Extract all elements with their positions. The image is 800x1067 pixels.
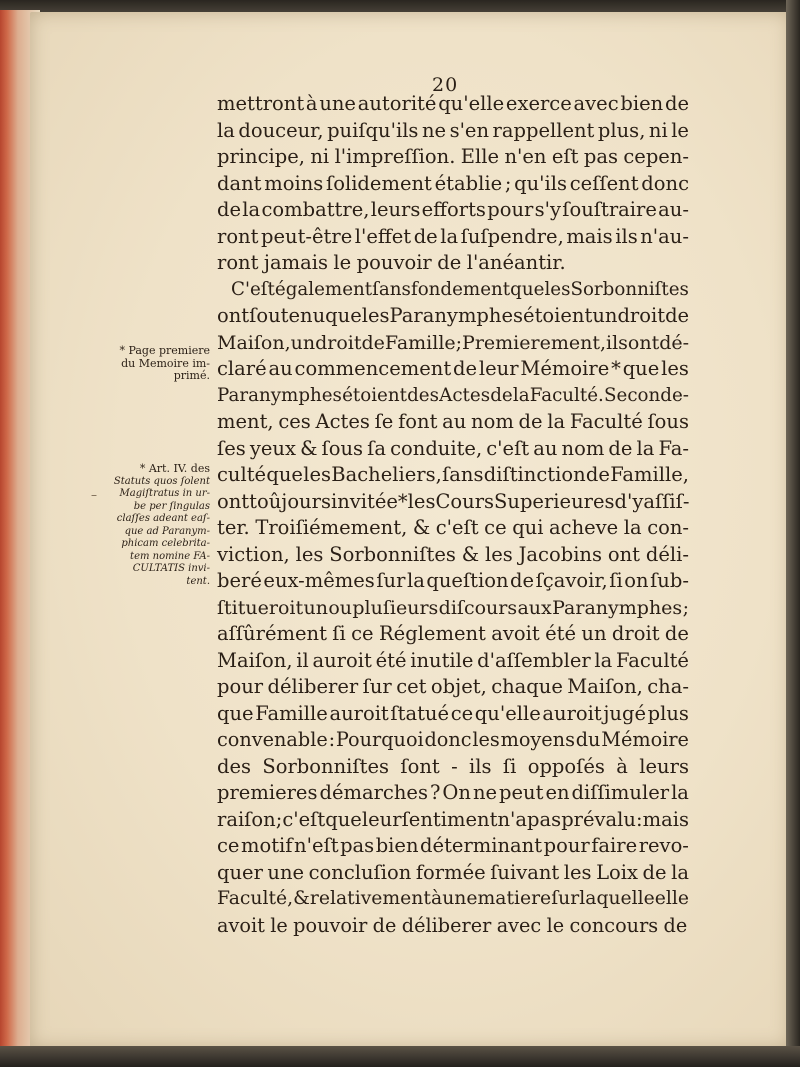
margin-note-line: Magiſtratus in ur- xyxy=(119,488,210,499)
text-line: ter. Troiſiémement, & c'eſt ce qui acheve la con- xyxy=(217,516,689,539)
margin-note-line: CULTATIS invi- xyxy=(132,563,210,574)
text-line: la douceur, puiſqu'ils ne s'en rappellent plus, ni le xyxy=(217,118,689,142)
margin-note-line: Statuts quos ſolent xyxy=(113,475,210,487)
margin-note-statuts xyxy=(110,463,210,588)
text-line: ſes yeux & ſous ſa conduite, c'eſt au nom de la Fa- xyxy=(217,436,689,460)
body-text xyxy=(217,91,689,939)
book-edge-bottom xyxy=(0,1046,800,1067)
margin-note-line: phicam celebrita- xyxy=(121,538,210,549)
text-line: claré au commencement de leur Mémoire * que les xyxy=(217,357,689,380)
text-line: mettront à une autorité qu'elle exerce avec bien de xyxy=(217,92,689,115)
margin-note-line: * Page premiere xyxy=(119,344,210,357)
margin-note-line: be per ſingulas xyxy=(133,500,210,512)
text-line: des Sorbonniſtes ſont - ils ſi oppoſés à leurs xyxy=(217,754,689,778)
margin-note-line: du Memoire im- xyxy=(121,356,210,370)
margin-note-line: primé. xyxy=(173,369,210,382)
text-line: viction, les Sorbonniſtes & les Jacobins ont déli- xyxy=(217,542,689,566)
text-line: quer une concluſion formée ſuivant les Loix de la xyxy=(217,860,689,884)
text-line: ment, ces Actes ſe font au nom de la Faculté ſous xyxy=(217,410,689,433)
book-edge-right xyxy=(786,0,800,1067)
text-line: ſtitueroit un ou pluſieurs diſcours aux Paranymphes ; xyxy=(217,596,689,619)
text-line: de la combattre, leurs efforts pour s'y ſouſtraire au- xyxy=(217,198,689,221)
margin-note-line: tem nomine FA- xyxy=(130,550,210,562)
text-line: ce motif n'eſt pas bien déterminant pour faire revo- xyxy=(217,834,689,857)
text-line: Maiſon, il auroit été inutile d'aſſembler la Faculté xyxy=(217,648,689,672)
text-line: convenable : Pourquoi donc les moyens du Mémoire xyxy=(217,728,689,751)
text-line: culté que les Bacheliers, ſans diſtinction de Famille, xyxy=(217,463,689,486)
text-line: Maiſon, un droit de Famille ; Premierement, ils ont dé- xyxy=(217,331,690,354)
page-number: 20 xyxy=(432,74,459,96)
text-line: pour déliberer ſur cet objet, chaque Maiſon, cha- xyxy=(217,675,689,698)
margin-note-line: tent. xyxy=(186,575,210,587)
text-line: C'eſt également ſans fondement que lesSorbonniſtes xyxy=(231,278,689,300)
margin-dash-mark: – xyxy=(91,488,97,502)
text-line: ont toûjours invitée * les Cours Superieures d'y aſſiſ- xyxy=(217,489,690,513)
text-line: que Famille auroit ſtatué ce qu'elle auroit jugé plus xyxy=(217,701,689,725)
margin-note-memoire xyxy=(110,345,210,383)
margin-note-line: que ad Paranym- xyxy=(124,525,210,537)
text-line: ront peut-être l'effet de la ſuſpendre, mais ils n'au- xyxy=(217,224,689,248)
text-line: ront jamais le pouvoir de l'anéantir. xyxy=(217,251,566,274)
text-line: beré eux-mêmes ſur la queſtion de ſçavoir, ſi on ſub- xyxy=(217,569,689,592)
text-line: raiſon ; c'eſt que leur ſentiment n'a pas prévalu : mais xyxy=(217,807,689,831)
text-line: Paranymphes étoient des Actes de la Faculté. Seconde- xyxy=(217,384,689,406)
margin-note-line: claſſes adeant eaſ- xyxy=(116,513,210,524)
text-line: ont ſoutenu que les Paranymphes étoient un droit de xyxy=(217,304,690,327)
text-line: avoit le pouvoir de déliberer avec le concours de xyxy=(217,913,688,937)
margin-note-line: * Art. IV. des xyxy=(139,462,210,475)
text-line: dant moins ſolidement établie ; qu'ils ceſſent donc xyxy=(217,171,689,195)
text-line: Faculté, & relativement à une matiere ſur laquelle elle xyxy=(217,888,689,909)
text-line: principe, ni l'impreſſion. Elle n'en eſt pas cepen- xyxy=(217,145,689,168)
text-line: aſſûrément ſi ce Réglement avoit été un droit de xyxy=(217,622,689,645)
text-line: premieres démarches ? On ne peut en diſſimuler la xyxy=(217,781,689,804)
